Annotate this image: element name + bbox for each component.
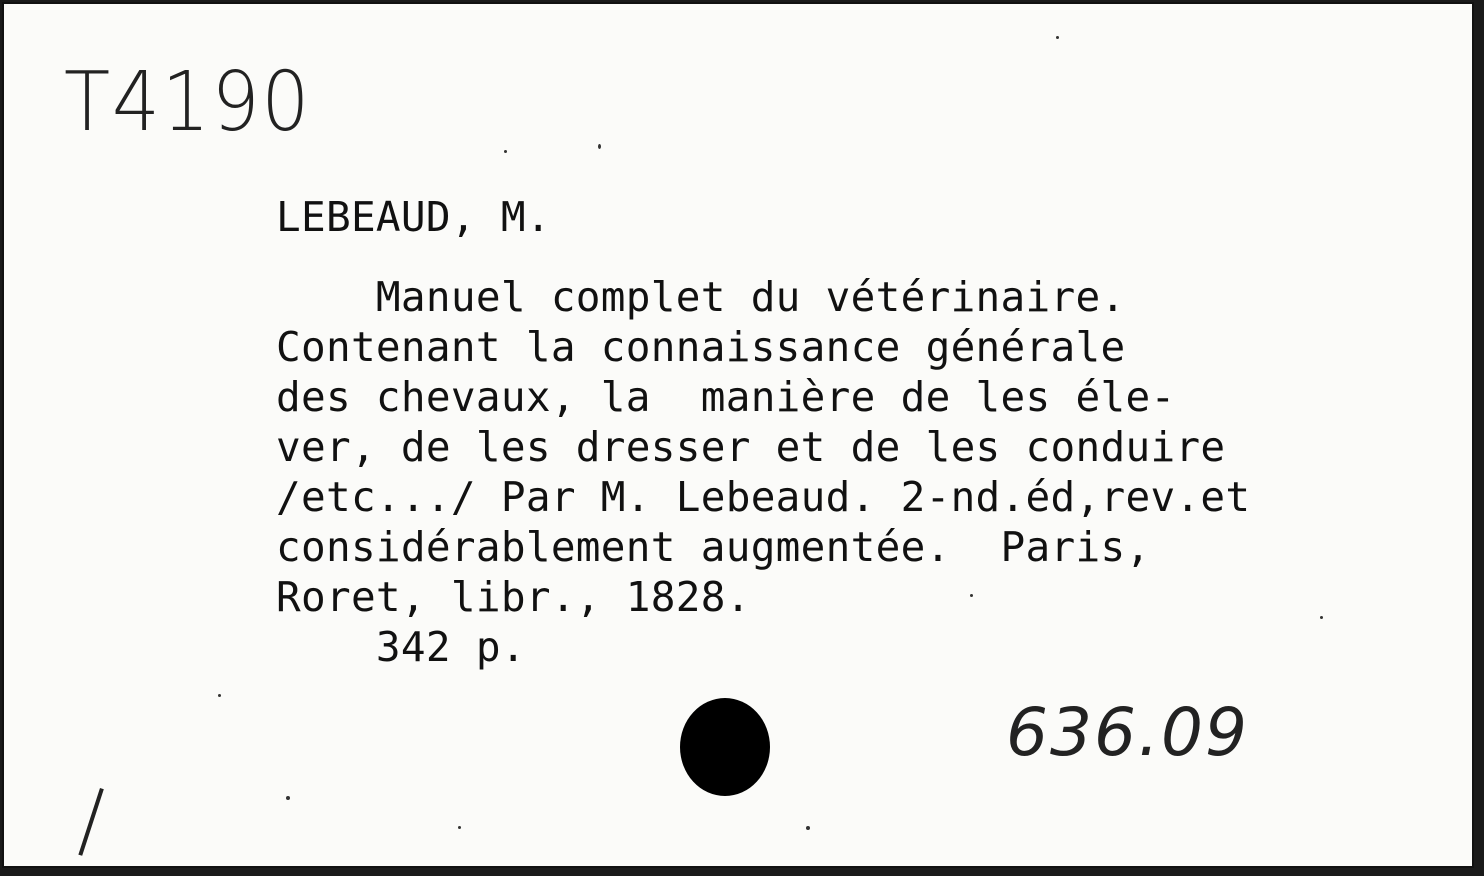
description-line: Contenant la connaissance générale [276, 323, 1126, 371]
speck [1056, 36, 1059, 39]
speck [598, 144, 601, 149]
punch-hole [680, 698, 770, 796]
speck [218, 694, 221, 697]
speck [458, 826, 461, 829]
catalog-card [2, 2, 1474, 868]
description-line: Roret, libr., 1828. [276, 573, 751, 621]
speck [504, 150, 507, 153]
description-line: considérablement augmentée. Paris, [276, 523, 1151, 571]
speck [286, 796, 290, 800]
description-line: /etc.../ Par M. Lebeaud. 2-nd.éd,rev.et [276, 473, 1251, 521]
description-line: des chevaux, la manière de les éle- [276, 373, 1176, 421]
description-line: ver, de les dresser et de les conduire [276, 423, 1226, 471]
speck [806, 826, 810, 830]
call-number: T4190 [64, 55, 312, 150]
pagination-line: 342 p. [276, 623, 526, 671]
description-line: Manuel complet du vétérinaire. [276, 273, 1126, 321]
author-heading: LEBEAUD, M. [276, 193, 551, 241]
speck [970, 594, 973, 597]
speck [1320, 616, 1323, 619]
corner-pencil-mark [78, 788, 103, 856]
classification-number: 636.09 [1006, 694, 1249, 771]
